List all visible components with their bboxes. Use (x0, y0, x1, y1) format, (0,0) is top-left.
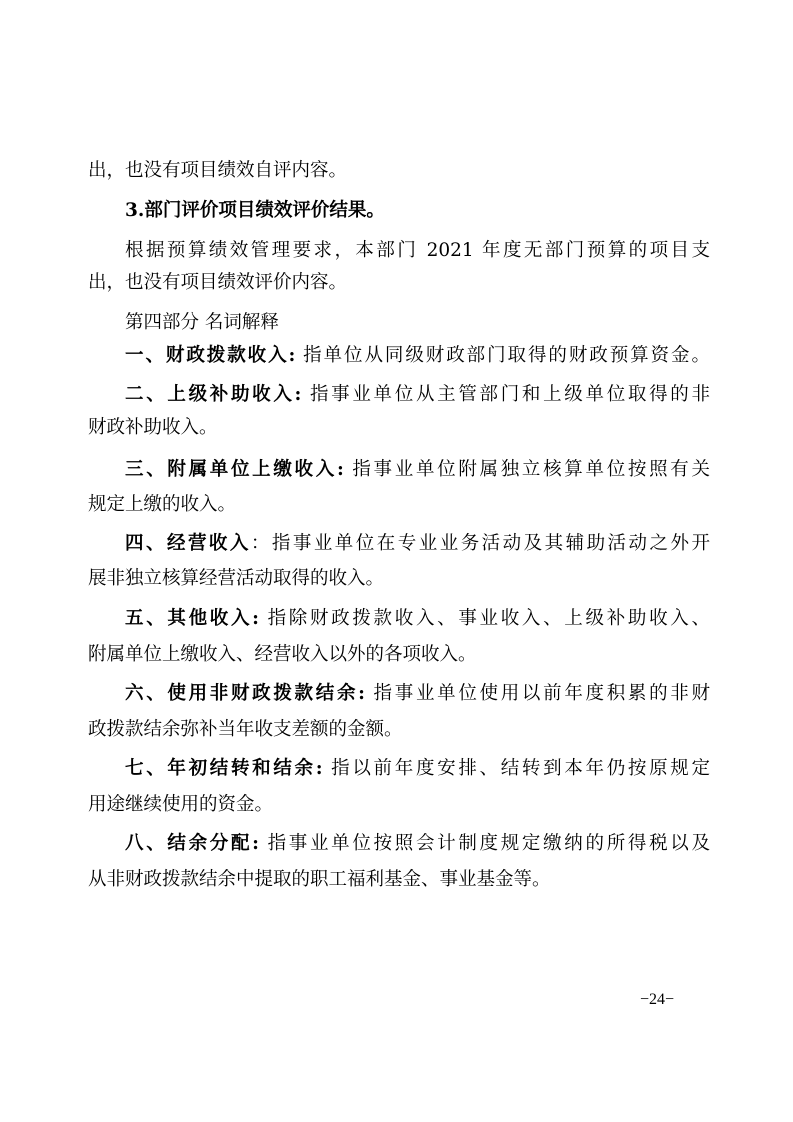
definition-continuation: 财政补助收入。 (88, 417, 218, 438)
definition-text: 指以前年度安排、结转到本年仍按原规定 (322, 758, 710, 779)
definition-text: 指事业单位从主管部门和上级单位取得的非 (301, 384, 710, 405)
definition-line (125, 757, 710, 781)
part-heading: 第四部分 名词解释 (125, 312, 279, 333)
definition-text: 指事业单位附属独立核算单位按照有关 (343, 459, 710, 480)
section-heading: 3.部门评价项目绩效评价结果。 (125, 200, 385, 221)
definition-term: 七、年初结转和结余: (125, 758, 323, 779)
paragraph-line: 根据预算绩效管理要求，本部门 2021 年度无部门预算的项目支 (125, 240, 710, 261)
paragraph-line: 出，也没有项目绩效自评内容。 (88, 160, 348, 181)
definition-continuation: 规定上缴的收入。 (88, 494, 237, 515)
definition-continuation: 附属单位上缴收入、经营收入以外的各项收入。 (88, 644, 477, 665)
definition-text: ：指事业单位在专业业务活动及其辅助活动之外开 (250, 533, 710, 554)
definition-line (125, 344, 710, 368)
definition-text: 指事业单位按照会计制度规定缴纳的所得税以及 (259, 833, 710, 854)
definition-continuation: 从非财政拨款结余中提取的职工福利基金、事业基金等。 (88, 869, 551, 890)
definition-line (125, 532, 710, 556)
definition-text: 指单位从同级财政部门取得的财政预算资金。 (295, 345, 710, 366)
definition-term: 三、附属单位上缴收入: (125, 459, 344, 480)
definition-text: 指除财政拨款收入、事业收入、上级补助收入、 (259, 608, 710, 629)
paragraph-line: 出，也没有项目绩效评价内容。 (88, 272, 348, 293)
definition-line (125, 383, 710, 407)
definition-term: 五、其他收入: (125, 608, 259, 629)
definition-text: 指事业单位使用以前年度积累的非财 (364, 683, 710, 704)
page-number: −24− (640, 991, 675, 1008)
definition-line (125, 832, 710, 856)
definition-continuation: 用途继续使用的资金。 (88, 794, 274, 815)
definition-term: 一、财政拨款收入: (125, 345, 296, 366)
definition-continuation: 政拨款结余弥补当年收支差额的金额。 (88, 719, 403, 740)
definition-line (125, 458, 710, 482)
definition-term: 六、使用非财政拨款结余: (125, 683, 365, 704)
definition-line (125, 682, 710, 706)
definition-term: 八、结余分配: (125, 833, 259, 854)
definition-line (125, 607, 710, 631)
definition-term: 二、上级补助收入: (125, 384, 302, 405)
definition-term: 四、经营收入 (125, 533, 251, 554)
definition-continuation: 展非独立核算经营活动取得的收入。 (88, 568, 385, 589)
